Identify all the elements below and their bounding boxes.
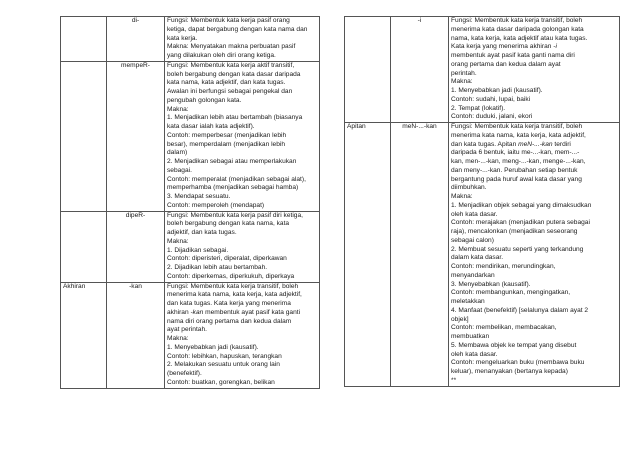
- text-line: bergantung pada huruf awal kata dasar yang: [451, 175, 582, 183]
- text-line: menyandarkan: [451, 271, 495, 279]
- text-line: menerima kata nama, kata kerja, kata adjektif,: [167, 291, 302, 299]
- text-line: Makna:: [451, 78, 473, 86]
- text-line: 1. Menjadikan objek sebagai yang dimaksudkan: [451, 201, 592, 209]
- text-line: Contoh: membangunkan, mengingatkan,: [451, 289, 571, 297]
- description-cell: [165, 282, 320, 388]
- text-line: boleh bergabung dengan kata dasar daripada: [167, 70, 301, 78]
- text-line: Makna:: [167, 237, 189, 245]
- text-line: 1. Dijadikan sebagai.: [167, 246, 229, 254]
- affix-cell: -i: [391, 17, 449, 123]
- affix-cell: mempeR-: [107, 61, 165, 211]
- text-line: 3. Menyebabkan (kausatif).: [451, 280, 531, 288]
- category-cell: [61, 17, 107, 62]
- text-line: meletakkan: [451, 298, 485, 305]
- text-line: Awalan ini berfungsi sebagai pengekal dan: [167, 88, 293, 95]
- description-cell: [165, 211, 320, 282]
- text-line: nama, kata kerja, kata adjektif atau kata tugas.: [451, 34, 588, 42]
- text-line: kan, men-...-kan, meng-...-kan, menge-...-kan,: [451, 158, 586, 165]
- text-line: Fungsi: Membentuk kata kerja transitif, boleh: [167, 282, 299, 290]
- text-line: Contoh: diperkemas, diperkukuh, diperkaya: [167, 272, 295, 280]
- text-line: Makna:: [451, 193, 473, 200]
- text-line: diimbuhkan.: [451, 184, 487, 192]
- text-line: Makna: Menyatakan makna perbuatan pasif: [167, 43, 296, 51]
- text-line: 3. Mendapat sesuatu.: [167, 193, 231, 200]
- table-row-kan: [61, 282, 320, 388]
- text-line: dan kata tugas. Apitan meN-...-kan terdiri: [451, 140, 571, 148]
- text-line: Contoh: diperisteri, diperalat, diperkawan: [167, 255, 287, 263]
- category-cell: [61, 211, 107, 282]
- text-line: 2. Melakukan sesuatu untuk orang lain: [167, 361, 280, 369]
- text-line: 1. Menyebabkan jadi (kausatif).: [451, 87, 543, 94]
- category-cell: Apitan: [345, 123, 391, 387]
- text-line: Fungsi: Membentuk kata kerja transitif, boleh: [451, 17, 583, 24]
- text-line: Makna:: [167, 335, 189, 342]
- affix-cell: dipeR-: [107, 211, 165, 282]
- description-cell: [165, 17, 320, 62]
- text-line: membentuk ayat pasif kata ganti nama diri: [451, 52, 575, 59]
- text-line: 2. Dijadikan lebih atau bertambah.: [167, 264, 268, 271]
- text-line: Contoh: merajakan (menjadikan putera sebagai: [451, 219, 590, 227]
- text-line: Contoh: memperoleh (mendapat): [167, 201, 265, 209]
- text-line: adjektif, dan kata tugas.: [167, 229, 237, 236]
- text-line: sebagai.: [167, 166, 192, 174]
- text-line: orang pertama dan kedua dalam ayat: [451, 60, 561, 68]
- category-cell: [61, 61, 107, 211]
- text-line: dalam kata dasar.: [451, 254, 504, 262]
- text-line: Contoh: mendirikan, merundingkan,: [451, 263, 556, 270]
- text-line: Fungsi: Membentuk kata kerja pasif diri ketiga,: [167, 211, 303, 219]
- text-line: memperhamba (menjadikan sebagai hamba): [167, 184, 299, 192]
- text-line: oleh kata dasar.: [451, 350, 498, 358]
- text-line: Kata kerja yang menerima akhiran -i: [451, 43, 557, 51]
- text-line: kata kerja.: [167, 34, 198, 42]
- text-line: 2. Menjadikan sebagai atau memperlakukan: [167, 158, 297, 165]
- text-line: Makna:: [167, 105, 189, 113]
- text-line: ketiga, dapat bergabung dengan kata nama dan: [167, 25, 308, 33]
- text-line: sebagai calon): [451, 236, 494, 244]
- text-line: perintah.: [451, 69, 477, 77]
- table-row-apitan: [345, 123, 620, 387]
- text-line: Contoh: buatkan, gorengkan, belikan: [167, 378, 275, 386]
- table-row-di: [61, 17, 320, 62]
- text-line: menerima kata dasar daripada golongan kata: [451, 25, 584, 33]
- table-row-diper: [61, 211, 320, 282]
- category-cell: [345, 17, 391, 123]
- text-line: (benefektif).: [167, 370, 202, 377]
- text-line: Contoh: membelikan, membacakan,: [451, 324, 557, 332]
- description-cell: [449, 17, 620, 123]
- text-line: Contoh: sudahi, lupai, baiki: [451, 95, 531, 103]
- text-line: nama diri orang pertama dan kedua dalam: [167, 317, 292, 325]
- table-row-i: [345, 17, 620, 123]
- description-cell: [165, 61, 320, 211]
- left-affix-table: [60, 16, 320, 389]
- text-line: Contoh: duduki, jalani, ekori: [451, 113, 533, 121]
- text-line: 1. Menjadikan lebih atau bertambah (biasanya: [167, 114, 303, 122]
- text-line: 2. Tempat (lokatif).: [451, 104, 506, 112]
- right-affix-table: [344, 16, 620, 387]
- text-line: akhiran -kan membentuk ayat pasif kata ganti: [167, 308, 301, 316]
- text-line: ayat perintah.: [167, 326, 207, 334]
- text-line: Contoh: mengeluarkan buku (membawa buku: [451, 359, 585, 367]
- text-line: oleh kata dasar.: [451, 210, 498, 218]
- text-line: boleh bergabung dengan kata nama, kata: [167, 220, 290, 228]
- text-line: dalam): [167, 149, 188, 157]
- text-line: Contoh: memperalat (menjadikan sebagai alat),: [167, 175, 306, 183]
- text-line: objek]: [451, 315, 469, 323]
- affix-cell: -kan: [107, 282, 165, 388]
- text-line: 4. Manfaat (benefektif) [selalunya dalam ayat 2: [451, 306, 589, 314]
- affix-cell: meN-...-kan: [391, 123, 449, 387]
- text-line: raja), mencalonkan (menjadikan seseorang: [451, 228, 578, 235]
- text-line: dan meny-...-kan. Perubahan setiap bentuk: [451, 166, 578, 174]
- text-line: yang dilakukan oleh diri orang ketiga.: [167, 52, 276, 59]
- text-line: besar), memperdalam (menjadikan lebih: [167, 140, 286, 148]
- text-line: Fungsi: Membentuk kata kerja aktif transitif,: [167, 61, 295, 69]
- text-line: Contoh: lebihkan, hapuskan, terangkan: [167, 352, 282, 360]
- text-line: pengubah golongan kata.: [167, 96, 242, 104]
- text-line: daripada 6 bentuk, iaitu me-...-kan, mem-...-: [451, 149, 580, 157]
- table-row-memper: [61, 61, 320, 211]
- text-line: **: [451, 376, 457, 384]
- text-line: 1. Menyebabkan jadi (kausatif).: [167, 343, 259, 351]
- text-line: Contoh: memperbesar (menjadikan lebih: [167, 131, 287, 139]
- text-line: kata nama, kata adjektif, dan kata tugas.: [167, 79, 286, 87]
- text-line: 5. Membawa objek ke tempat yang disebut: [451, 341, 577, 349]
- text-line: menerima kata nama, kata kerja, kata adjektif,: [451, 131, 586, 139]
- text-line: 2. Membuat sesuatu seperti yang terkandung: [451, 245, 584, 253]
- text-line: Fungsi: Membentuk kata kerja pasif orang: [167, 17, 290, 24]
- text-line: kata dasar ialah kata adjektif).: [167, 123, 255, 130]
- description-cell: [449, 123, 620, 387]
- text-line: dan kata tugas. Kata kerja yang menerima: [167, 300, 291, 307]
- category-cell: Akhiran: [61, 282, 107, 388]
- text-line: Fungsi: Membentuk kata kerja transitif, boleh: [451, 123, 583, 130]
- text-line: keluar), menanyakan (bertanya kepada): [451, 368, 568, 375]
- affix-cell: di-: [107, 17, 165, 62]
- text-line: membuatkan: [451, 333, 490, 340]
